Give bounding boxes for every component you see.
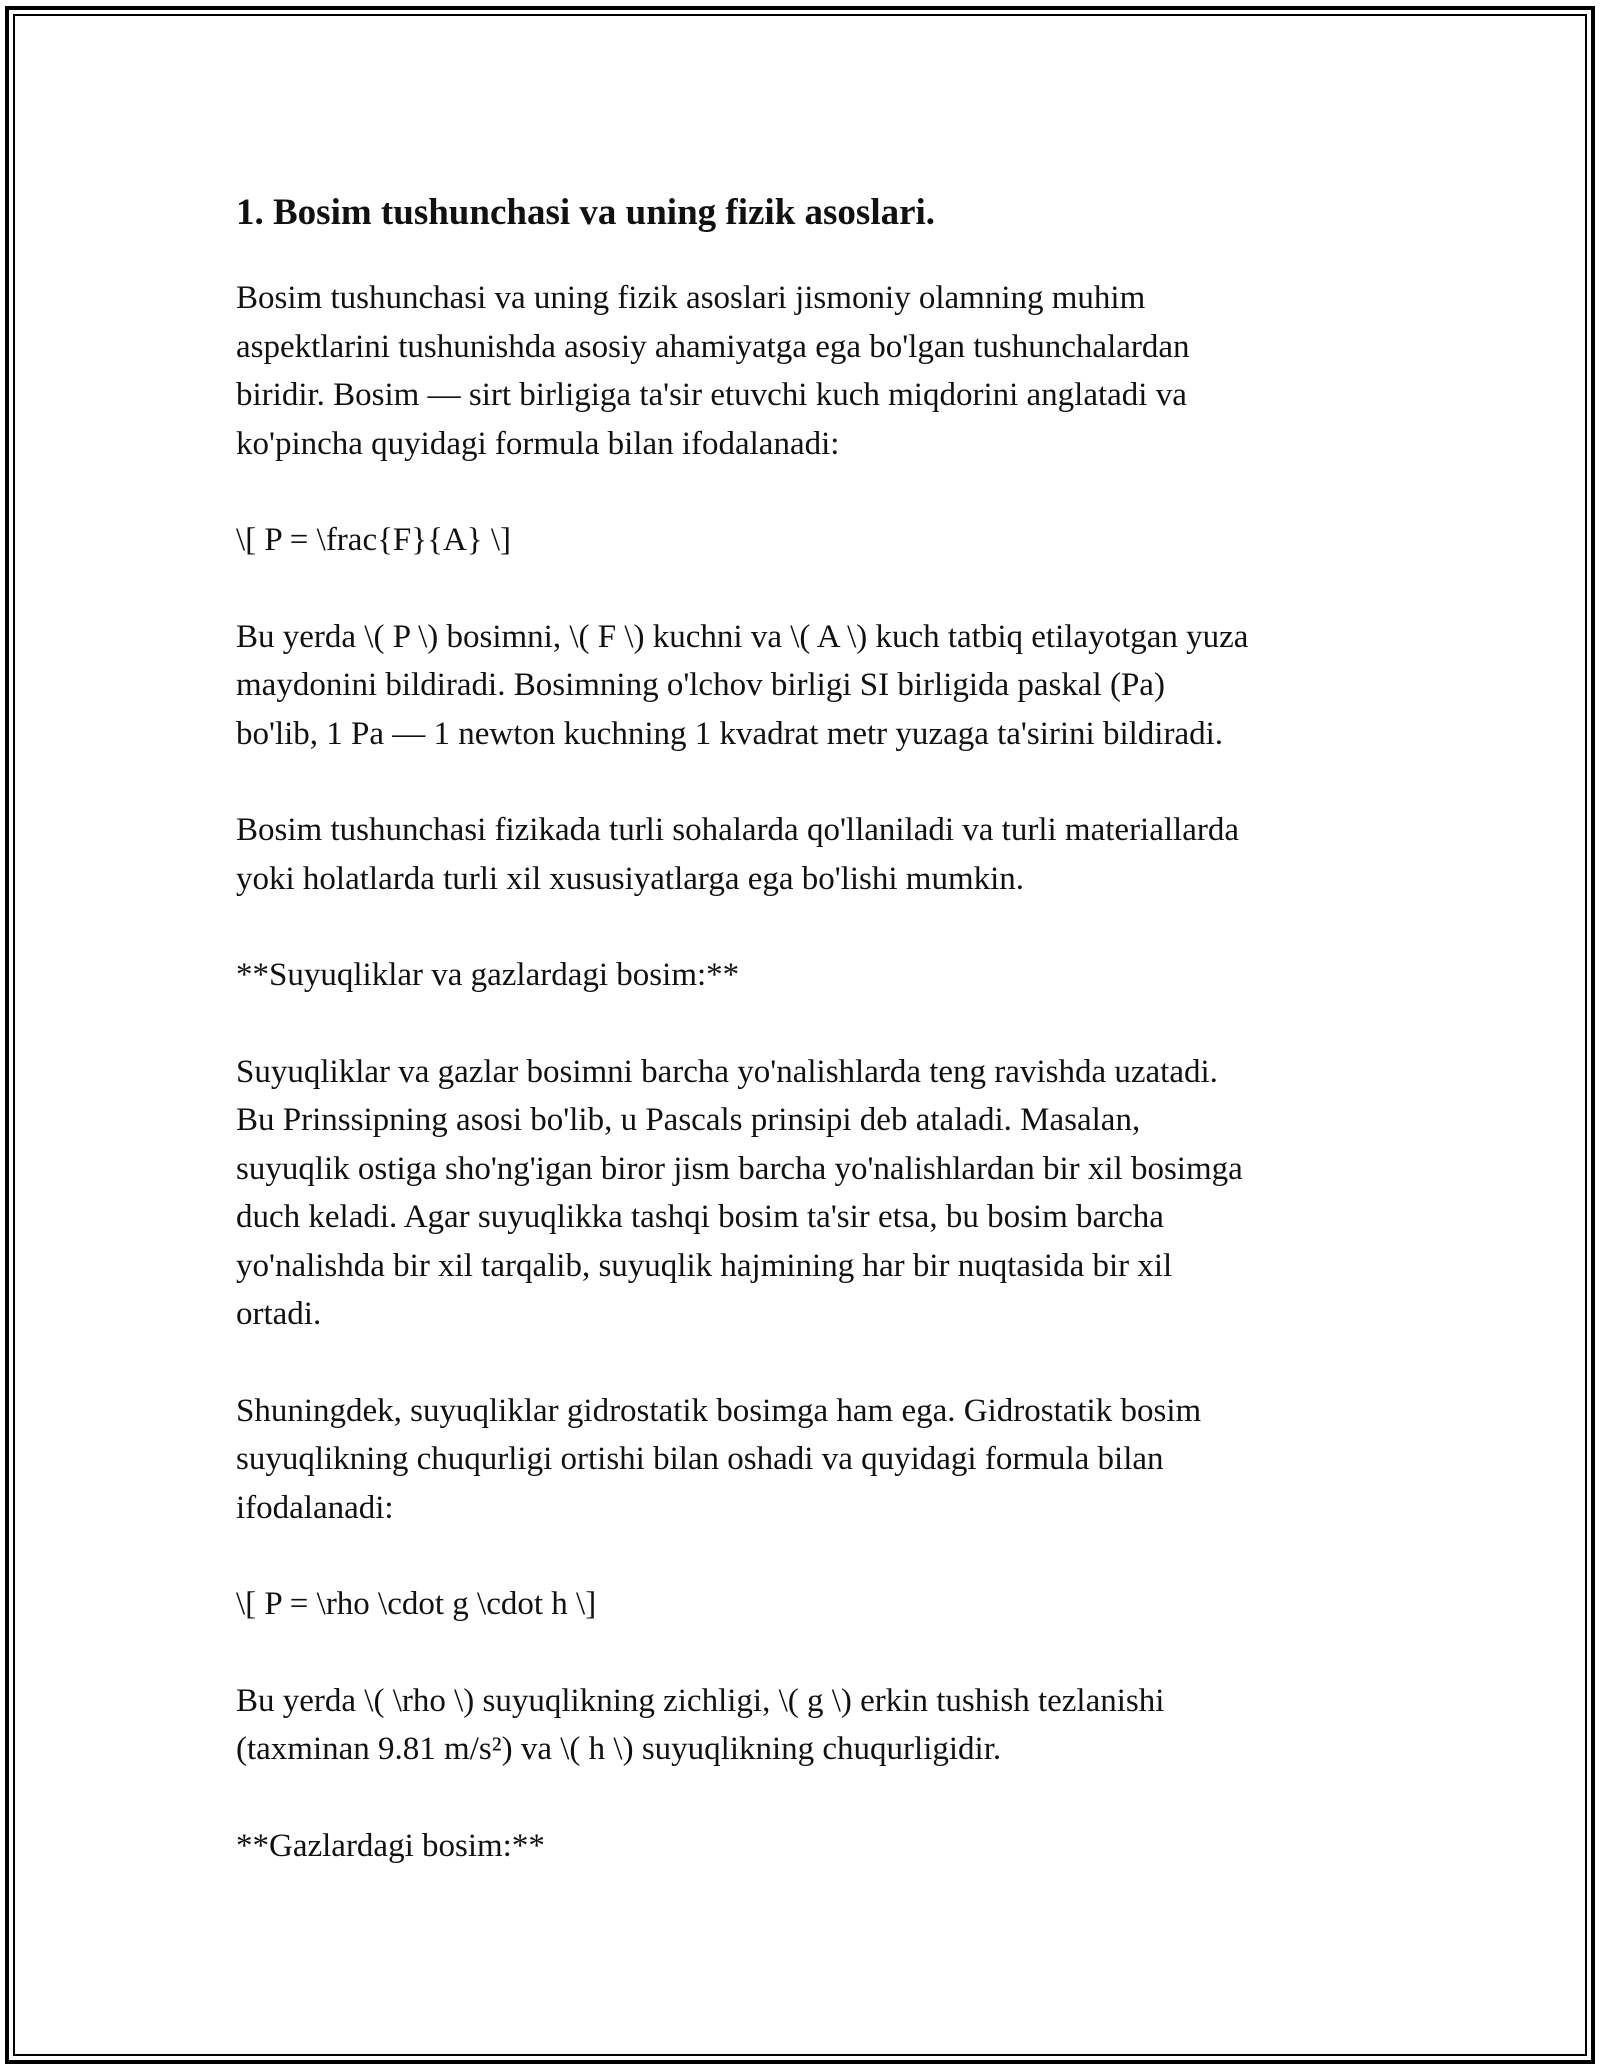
- paragraph-pascal-principle: Suyuqliklar va gazlar bosimni barcha yo'nalishlarda teng ravishda uzatadi. Bu Prinssipning asosi bo'lib, u Pascals prinsipi deb ataladi. Masalan, suyuqlik ostiga sho'ng'igan biror jism barcha yo'nalishlardan bir xil bosimga duch keladi. Agar suyuqlikka tashqi bosim ta'sir etsa, bu bosim barcha yo'nalishda bir xil tarqalib, suyuqlik hajmining har bir nuqtasida bir xil ortadi.: [236, 1053, 1243, 1332]
- document-body: [236, 184, 1376, 1918]
- section-title: 1. Bosim tushunchasi va uning fizik asoslari.: [236, 192, 936, 233]
- paragraph-intro: Bosim tushunchasi va uning fizik asoslari jismoniy olamning muhim aspektlarini tushunishda asosiy ahamiyatga ega bo'lgan tushunchalardan biridir. Bosim — sirt birligiga ta'sir etuvchi kuch miqdorini anglatadi va ko'pincha quyidagi formula bilan ifodalanadi:: [236, 280, 1190, 462]
- paragraph-definitions: Bu yerda \( P \) bosimni, \( F \) kuchni va \( A \) kuch tatbiq etilayotgan yuza maydonini bildiradi. Bosimning o'lchov birligi SI birligida paskal (Pa) bo'lib, 1 Pa — 1 newton kuchning 1 kvadrat metr yuzaga ta'sirini bildiradi.: [236, 618, 1249, 752]
- subheading-fluids-gases: **Suyuqliklar va gazlardagi bosim:**: [236, 957, 740, 993]
- paragraph-hydrostatic: Shuningdek, suyuqliklar gidrostatik bosimga ham ega. Gidrostatik bosim suyuqlikning chuqurligi ortishi bilan oshadi va quyidagi formula bilan ifodalanadi:: [236, 1392, 1202, 1526]
- paragraph-hydrostatic-variables: Bu yerda \( \rho \) suyuqlikning zichligi, \( g \) erkin tushish tezlanishi (taxminan 9.81 m/s²) va \( h \) suyuqlikning chuqurligidir.: [236, 1682, 1165, 1767]
- formula-pressure: \[ P = \frac{F}{A} \]: [236, 522, 512, 558]
- subheading-gases: **Gazlardagi bosim:**: [236, 1827, 545, 1864]
- paragraph-applications: Bosim tushunchasi fizikada turli sohalarda qo'llaniladi va turli materiallarda yoki holatlarda turli xil xususiyatlarga ega bo'lishi mumkin.: [236, 812, 1239, 897]
- formula-hydrostatic: \[ P = \rho \cdot g \cdot h \]: [236, 1586, 597, 1622]
